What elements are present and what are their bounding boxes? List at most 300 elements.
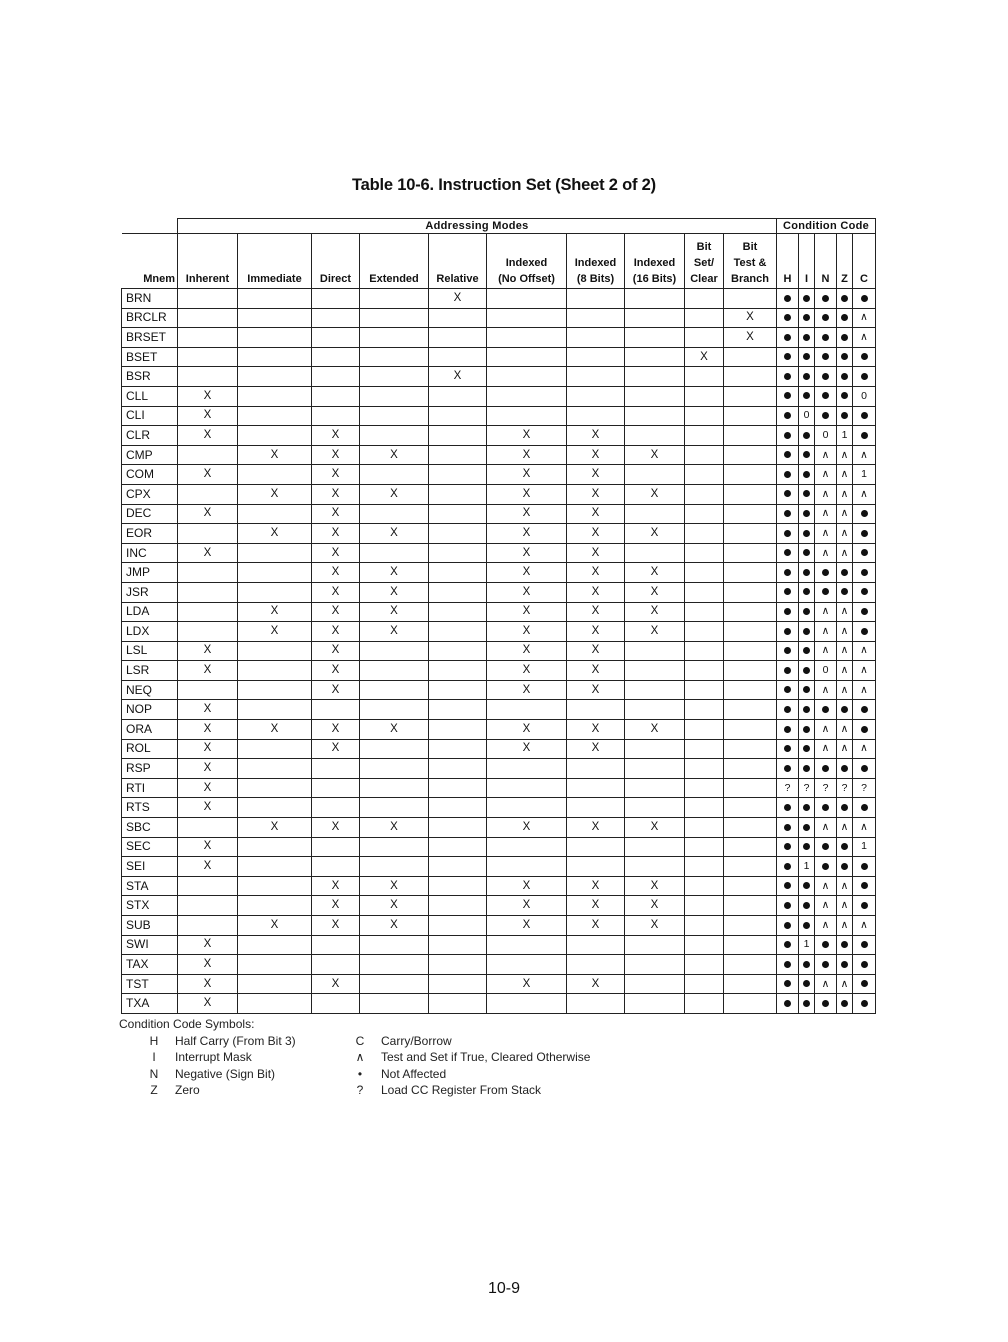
mode-cell: X [360,916,429,936]
mode-cell [724,445,777,465]
instruction-row [122,759,876,779]
mode-cell [178,876,238,896]
col-header-line: Indexed [574,257,617,269]
mode-cell: X [625,524,685,544]
mode-cell [238,994,312,1014]
mode-cell: X [567,622,625,642]
mode-cell [429,622,487,642]
cc-cell: ∧ [837,622,853,642]
not-affected-dot-icon [841,314,848,321]
cc-cell [815,935,837,955]
cc-cell: ∧ [815,974,837,994]
not-affected-dot-icon [803,980,810,987]
mode-cell: X [360,484,429,504]
not-affected-dot-icon [784,922,791,929]
mode-cell [685,857,724,877]
mode-cell [487,406,567,426]
mnemonic-cell: DEC [122,504,178,524]
not-affected-dot-icon [861,765,868,772]
col-header-mode [360,234,429,289]
mode-cell: X [178,700,238,720]
mode-cell [567,700,625,720]
cc-cell [837,955,853,975]
mode-cell [429,720,487,740]
cc-cell [853,524,876,544]
group-header-row [122,219,876,234]
col-header-line: Inherent [185,273,230,285]
mnemonic-cell: BSR [122,367,178,387]
cc-cell: ∧ [837,916,853,936]
mode-cell [625,974,685,994]
cc-cell: 1 [837,426,853,446]
not-affected-dot-icon [803,961,810,968]
cc-cell [853,759,876,779]
not-affected-dot-icon [861,941,868,948]
mode-cell [238,778,312,798]
not-affected-dot-icon [784,530,791,537]
mode-cell [567,857,625,877]
legend-symbol: Z [150,1082,158,1097]
cc-cell: ? [853,778,876,798]
mode-cell [724,680,777,700]
mode-cell [178,445,238,465]
mode-cell [312,837,360,857]
mode-cell: X [487,680,567,700]
cc-cell [777,484,799,504]
not-affected-dot-icon [803,1000,810,1007]
instruction-row [122,857,876,877]
mode-cell [724,857,777,877]
mode-cell [178,602,238,622]
mode-cell [178,524,238,544]
mode-cell: X [487,602,567,622]
instruction-row [122,426,876,446]
mnemonic-cell: TXA [122,994,178,1014]
cc-cell [853,563,876,583]
cc-cell: ∧ [837,465,853,485]
mode-cell: X [487,445,567,465]
mode-cell: X [724,308,777,328]
mode-cell [567,406,625,426]
not-affected-dot-icon [803,824,810,831]
mode-cell [724,543,777,563]
mode-cell [567,367,625,387]
mode-cell [487,778,567,798]
instruction-row [122,876,876,896]
instruction-row [122,680,876,700]
mode-cell: X [178,974,238,994]
cc-cell [799,720,815,740]
cc-cell [799,308,815,328]
mode-cell [429,974,487,994]
instruction-row [122,484,876,504]
not-affected-dot-icon [784,588,791,595]
mode-cell [685,759,724,779]
cc-cell: ∧ [837,484,853,504]
not-affected-dot-icon [784,961,791,968]
not-affected-dot-icon [784,490,791,497]
mode-cell [429,445,487,465]
mode-cell: X [178,759,238,779]
mode-cell: X [487,504,567,524]
mode-cell: X [487,818,567,838]
cc-cell: ∧ [837,602,853,622]
cc-cell: ∧ [853,328,876,348]
not-affected-dot-icon [861,902,868,909]
mode-cell [360,426,429,446]
cc-cell: ? [815,778,837,798]
mode-cell: X [567,876,625,896]
mnemonic-cell: INC [122,543,178,563]
mode-cell [685,465,724,485]
mode-cell [429,543,487,563]
mode-cell [685,720,724,740]
cc-cell [837,759,853,779]
not-affected-dot-icon [841,804,848,811]
mode-cell: X [487,426,567,446]
mode-cell [429,426,487,446]
mode-cell [429,406,487,426]
cc-cell: ? [799,778,815,798]
mode-cell: X [567,543,625,563]
instruction-row [122,347,876,367]
not-affected-dot-icon [841,588,848,595]
mode-cell: X [429,367,487,387]
cc-cell: ∧ [815,739,837,759]
cc-cell [837,406,853,426]
not-affected-dot-icon [861,706,868,713]
not-affected-dot-icon [861,882,868,889]
not-affected-dot-icon [803,569,810,576]
cc-cell [853,857,876,877]
mode-cell [625,994,685,1014]
mode-cell: X [487,974,567,994]
instruction-row [122,641,876,661]
cc-cell: ∧ [815,896,837,916]
mode-cell [685,798,724,818]
mode-cell [685,935,724,955]
mode-cell: X [178,857,238,877]
not-affected-dot-icon [861,1000,868,1007]
cc-cell: ∧ [815,465,837,485]
cc-cell: ∧ [853,445,876,465]
cc-cell [853,289,876,309]
cc-cell: ∧ [837,818,853,838]
mode-cell [724,720,777,740]
mode-cell [360,289,429,309]
mode-cell: X [312,896,360,916]
mode-cell [429,641,487,661]
mode-cell [238,582,312,602]
mode-cell [178,622,238,642]
mode-cell: X [312,739,360,759]
col-header-line: Set/ [693,257,715,269]
mode-cell: X [360,524,429,544]
cc-cell: ∧ [853,739,876,759]
not-affected-dot-icon [822,706,829,713]
mode-cell [487,759,567,779]
mnemonic-cell: NEQ [122,680,178,700]
mode-cell [625,308,685,328]
mode-cell: X [625,602,685,622]
mode-cell [567,347,625,367]
mode-cell [238,465,312,485]
mode-cell: X [178,543,238,563]
instruction-row [122,778,876,798]
cc-cell [777,974,799,994]
mode-cell [685,563,724,583]
mode-cell [625,289,685,309]
mode-cell [238,700,312,720]
not-affected-dot-icon [822,569,829,576]
mode-cell [312,386,360,406]
mode-cell [724,778,777,798]
mode-cell [724,386,777,406]
not-affected-dot-icon [841,843,848,850]
legend-symbol: I [152,1050,156,1065]
mode-cell [685,426,724,446]
mode-cell [360,994,429,1014]
mode-cell [487,798,567,818]
mode-cell [487,700,567,720]
cc-cell [799,328,815,348]
not-affected-dot-icon [841,412,848,419]
col-header-line: Clear [690,273,718,285]
mode-cell: X [312,876,360,896]
not-affected-dot-icon [803,373,810,380]
group-header-spacer [122,219,178,234]
mode-cell [685,876,724,896]
col-header-line: Bit [696,241,712,253]
mode-cell: X [360,563,429,583]
mode-cell: X [487,524,567,544]
mode-cell: X [487,720,567,740]
instruction-row [122,445,876,465]
not-affected-dot-icon [784,667,791,674]
mode-cell: X [312,680,360,700]
not-affected-dot-icon [822,804,829,811]
cc-cell: 1 [799,857,815,877]
not-affected-dot-icon [784,902,791,909]
cc-cell [837,582,853,602]
not-affected-dot-icon [803,549,810,556]
mode-cell [625,504,685,524]
mode-cell [685,582,724,602]
cc-cell [815,328,837,348]
cc-cell [777,700,799,720]
mnemonic-cell: LSR [122,661,178,681]
mode-cell [178,680,238,700]
mode-cell: X [625,896,685,916]
cc-cell [815,347,837,367]
mnemonic-cell: SWI [122,935,178,955]
mode-cell [685,778,724,798]
cc-cell [799,289,815,309]
not-affected-dot-icon [861,510,868,517]
mode-cell [312,778,360,798]
instruction-row [122,563,876,583]
not-affected-dot-icon [822,392,829,399]
cc-cell: ∧ [815,876,837,896]
mode-cell [360,308,429,328]
cc-cell [853,367,876,387]
mode-cell [429,386,487,406]
mode-cell [487,955,567,975]
not-affected-dot-icon [803,902,810,909]
cc-cell [799,916,815,936]
cc-cell [777,857,799,877]
mnemonic-cell: STX [122,896,178,916]
not-affected-dot-icon [822,334,829,341]
legend-text: Test and Set if True, Cleared Otherwise [381,1050,591,1065]
not-affected-dot-icon [841,765,848,772]
cc-cell [799,367,815,387]
not-affected-dot-icon [803,882,810,889]
mnemonic-cell: SEI [122,857,178,877]
mode-cell [685,308,724,328]
mode-cell: X [178,406,238,426]
instruction-row [122,661,876,681]
mode-cell [312,289,360,309]
not-affected-dot-icon [841,706,848,713]
cc-cell [815,994,837,1014]
mode-cell [685,328,724,348]
not-affected-dot-icon [822,765,829,772]
not-affected-dot-icon [841,353,848,360]
cc-cell [799,641,815,661]
mode-cell: X [312,916,360,936]
instruction-row [122,916,876,936]
instruction-row [122,720,876,740]
mode-cell [360,465,429,485]
mode-cell [625,543,685,563]
not-affected-dot-icon [861,961,868,968]
mode-cell [360,641,429,661]
mode-cell: X [312,622,360,642]
mode-cell: X [567,680,625,700]
mnemonic-cell: TAX [122,955,178,975]
mode-cell [238,641,312,661]
not-affected-dot-icon [861,353,868,360]
mode-cell [238,759,312,779]
mode-cell: X [487,622,567,642]
cc-cell [777,798,799,818]
mode-cell [429,328,487,348]
legend-text: Interrupt Mask [175,1050,252,1065]
mode-cell: X [178,386,238,406]
legend-symbol: ∧ [355,1050,365,1065]
cc-cell [853,622,876,642]
cc-cell [815,955,837,975]
cc-cell [853,974,876,994]
cc-cell [777,445,799,465]
not-affected-dot-icon [841,961,848,968]
mode-cell [625,328,685,348]
not-affected-dot-icon [822,941,829,948]
mnemonic-cell: RSP [122,759,178,779]
mode-cell: X [567,563,625,583]
mode-cell [312,798,360,818]
mode-cell [429,798,487,818]
not-affected-dot-icon [822,961,829,968]
mode-cell [238,680,312,700]
cc-cell [777,524,799,544]
mode-cell [625,935,685,955]
mode-cell: X [312,543,360,563]
cc-cell: 1 [853,837,876,857]
not-affected-dot-icon [803,588,810,595]
mode-cell [625,680,685,700]
mode-cell: X [178,465,238,485]
mnemonic-cell: SBC [122,818,178,838]
cc-cell [777,543,799,563]
mode-cell: X [312,818,360,838]
cc-cell [799,445,815,465]
cc-cell [815,308,837,328]
cc-cell: ∧ [837,876,853,896]
mode-cell [312,935,360,955]
cc-cell [777,935,799,955]
cc-cell [799,680,815,700]
mode-cell [685,484,724,504]
mode-cell [567,759,625,779]
not-affected-dot-icon [803,686,810,693]
legend-text: Zero [175,1082,200,1097]
not-affected-dot-icon [861,863,868,870]
not-affected-dot-icon [803,726,810,733]
mode-cell [685,641,724,661]
mode-cell: X [567,465,625,485]
not-affected-dot-icon [861,549,868,556]
mode-cell: X [724,328,777,348]
mode-cell [487,328,567,348]
col-header-line: (16 Bits) [632,273,677,285]
cc-cell [777,916,799,936]
mode-cell: X [567,974,625,994]
mode-cell: X [625,622,685,642]
not-affected-dot-icon [861,726,868,733]
legend-text: Half Carry (From Bit 3) [175,1034,296,1048]
mode-cell: X [625,582,685,602]
mode-cell [429,916,487,936]
cc-cell [815,837,837,857]
mode-cell [685,994,724,1014]
not-affected-dot-icon [841,295,848,302]
mode-cell: X [567,582,625,602]
cc-cell: ∧ [853,916,876,936]
instruction-row [122,818,876,838]
mode-cell [567,289,625,309]
col-header-mode [487,234,567,289]
mnemonic-cell: LSL [122,641,178,661]
mode-cell: X [567,896,625,916]
mnemonic-cell: SUB [122,916,178,936]
cc-cell [799,955,815,975]
mode-cell [724,426,777,446]
col-header-line: Extended [369,273,419,285]
cc-cell [777,504,799,524]
mode-cell [178,328,238,348]
mode-cell [685,661,724,681]
mode-cell [685,680,724,700]
col-header-mnem: Mnem [122,234,178,289]
mode-cell [724,524,777,544]
cc-cell [837,328,853,348]
cc-cell [799,465,815,485]
cc-cell [777,328,799,348]
mode-cell: X [487,484,567,504]
mode-cell [238,935,312,955]
